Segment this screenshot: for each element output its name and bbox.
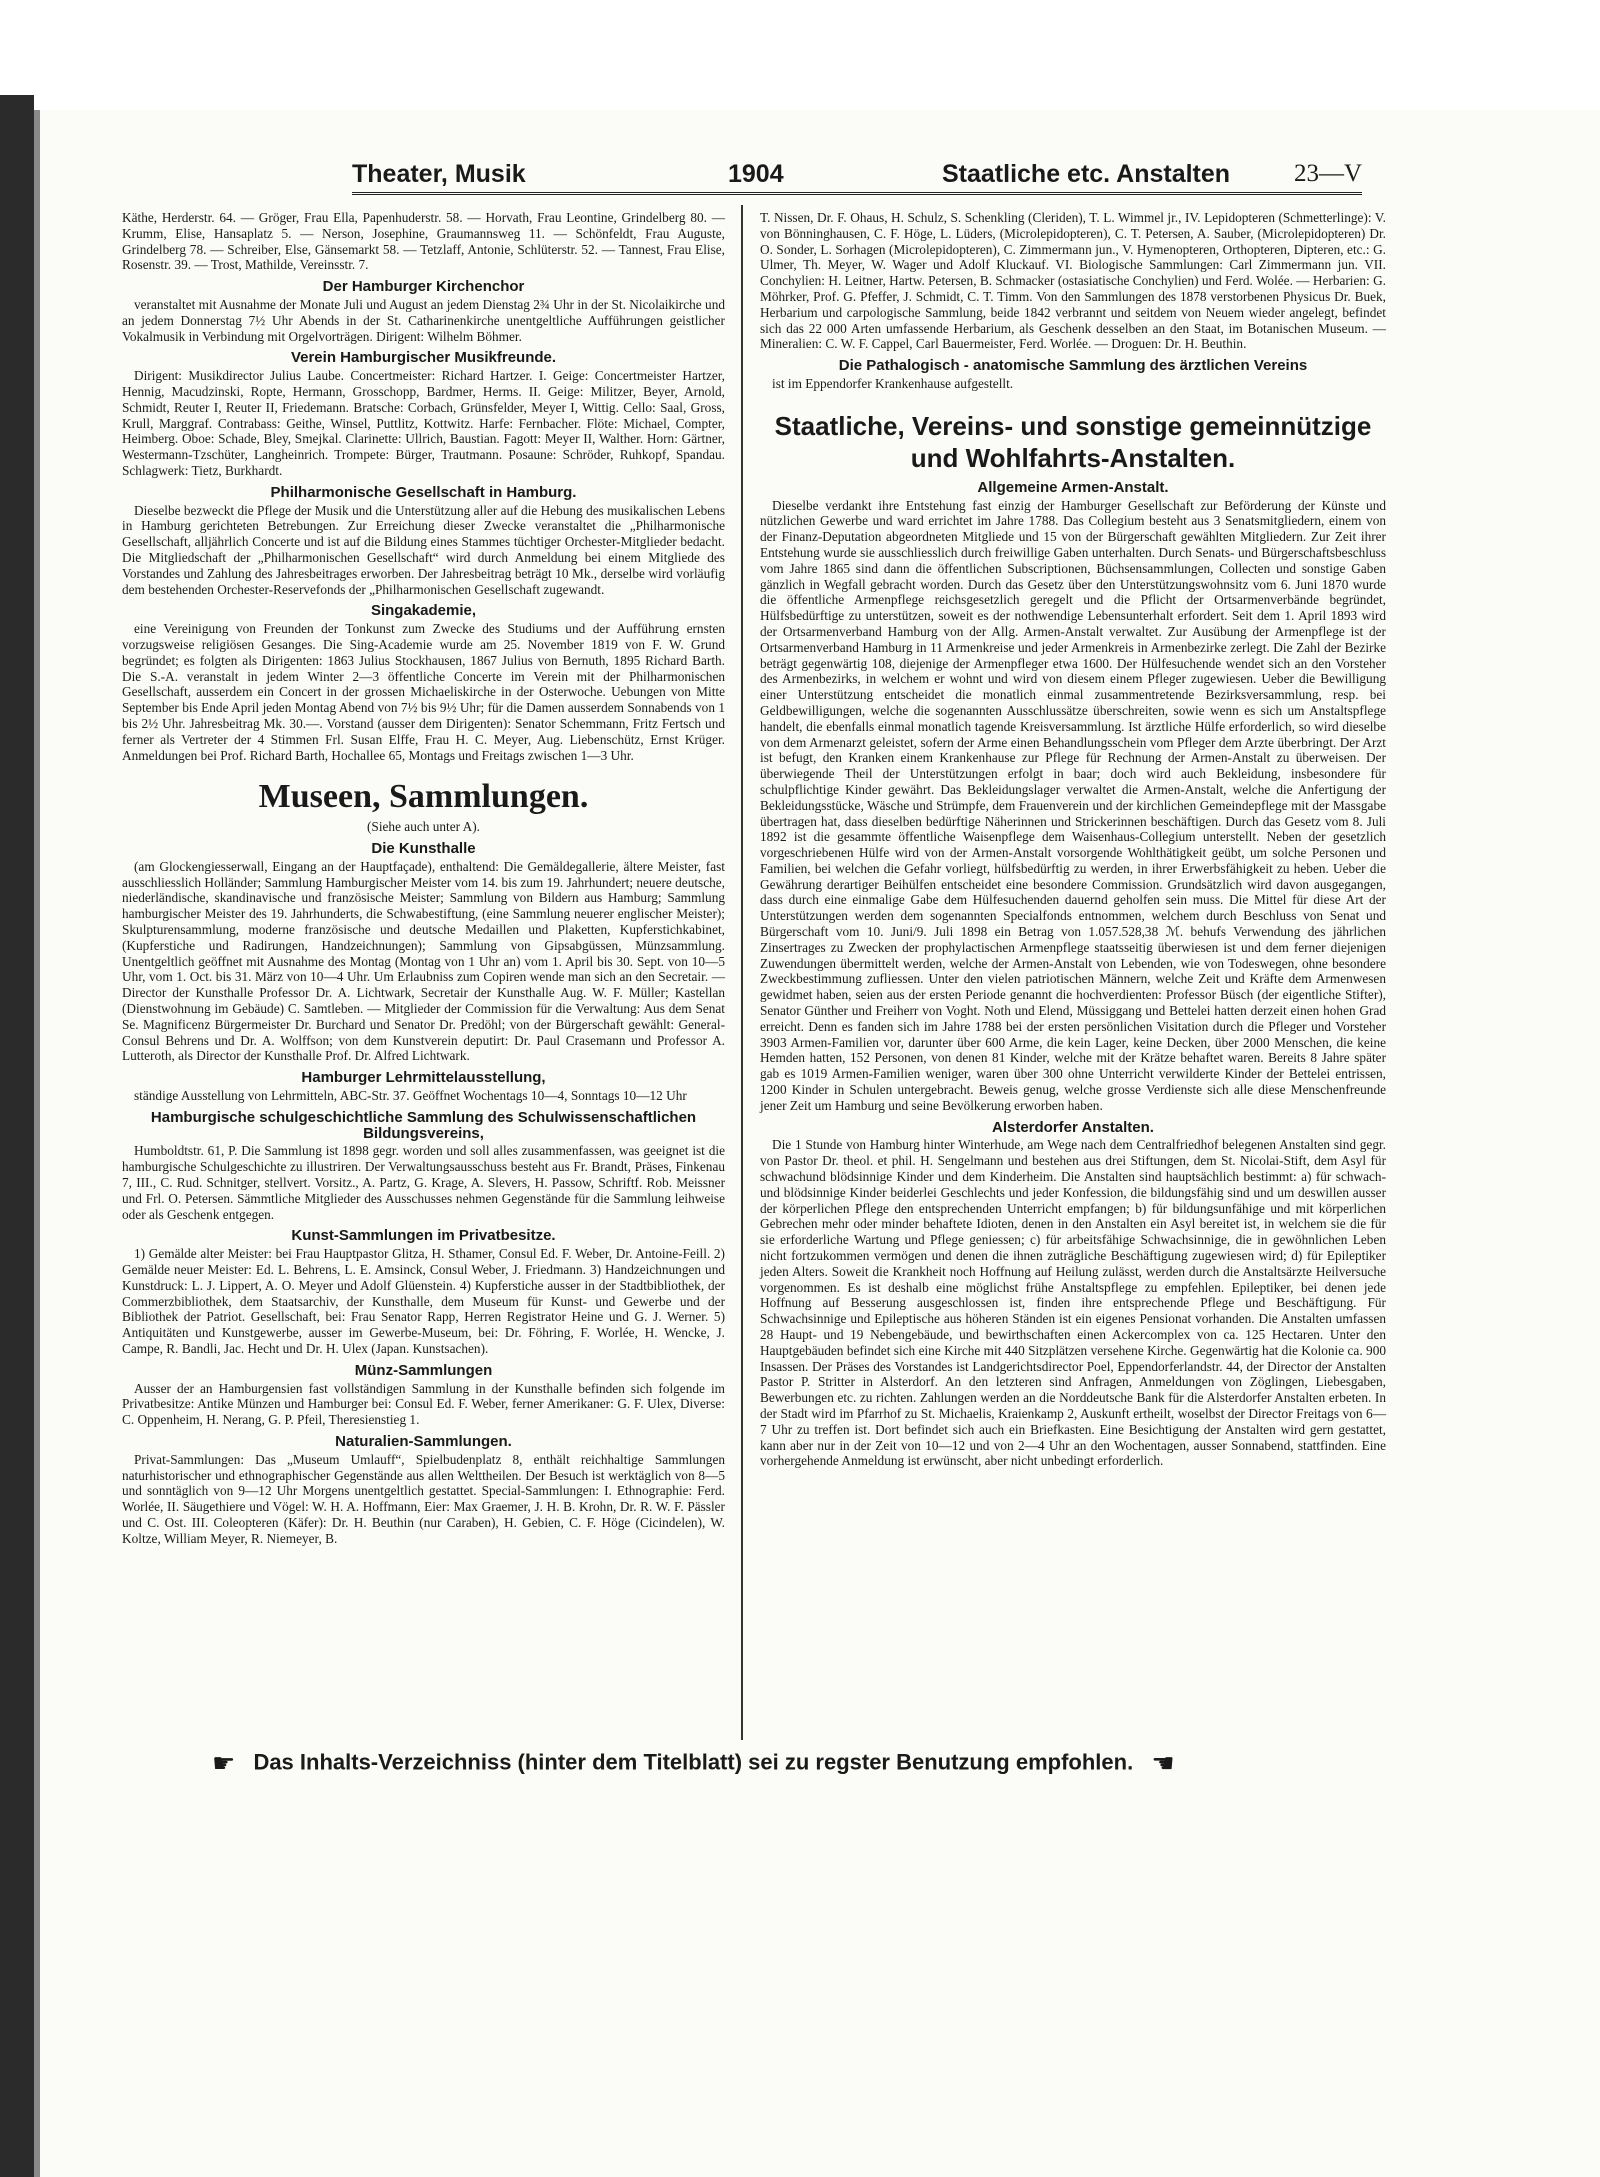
intro-paragraph: Käthe, Herderstr. 64. — Gröger, Frau Ella, Papenhuderstr. 58. — Horvath, Frau Leontine, Grindelberg 80. — Krumm, Elise, Hansaplatz 5. — Nerson, Josephine, Graumannsweg 11. — Schönfeldt, Frau Auguste, Grindelberg 78. — Schreiber, Else, Gänsemarkt 58. — Tetzlaff, Antonie, Schlüterstr. 52. — Tannest, Frau Elise, Rosenstr. 39. — Trost, Mathilde, Vereinsstr. 7.: [122, 210, 725, 273]
section-title: Alsterdorfer Anstalten.: [992, 1118, 1154, 1136]
section-text: Die 1 Stunde von Hamburg hinter Winterhude, am Wege nach dem Centralfriedhof belegenen Anstalten sind gegr. von Pastor Dr. theol. et phil. H. Sengelmann und bestehen aus drei Stiftungen, dem St. Nicolai-Stift, dem Asyl für schwachund blödsinnige Kinder und dem Kinderheim. Die Anstalten sind hauptsächlich bestimmt: a) für schwach- und blödsinnige Kinder beiderlei Geschlechts und jeder Konfession, die bildungsfähig sind und um deswillen ausser der körperlichen Pflege den entsprechenden Unterricht empfangen; b) für bildungsunfähige und mit körperlichen Gebrechen mehr oder minder behaftete Idioten, denen in den Anstalten ein Asyl bereitet ist, in welchem sie die für sie erforderliche Wartung und Pflege geniessen; c) für arbeitsfähige Schwachsinnige, die in gewöhnlichen Leben nicht fortzukommen vermögen und denen die ihnen zuträgliche Beschäftigung zugewiesen wird; d) für Epileptiker jeden Alters. Soweit die Krankheit noch Hoffnung auf Heilung zulässt, werden durch die Anstaltsärzte Heilversuche vorgenommen. Es ist deshalb eine möglichst frühe Anstaltspflege zu empfehlen. Epileptiker, bei denen jede Hoffnung auf Besserung ausgeschlossen ist, finden ihre entsprechende Pflege und Beschäftigung. Für Schwachsinnige und Epileptische aus höheren Ständen ist ein eigenes Pensionat vorhanden. Die Anstalten umfassen 28 Haupt- und 19 Nebengebäude, und bewirthschaften einen Ackercomplex von ca. 125 Hectaren. Unter den Hauptgebäuden befindet sich eine Kirche mit 440 Sitzplätzen versehene Kirche. Gegenwärtig hat die Kolonie ca. 900 Insassen. Der Präses des Vorstandes ist Landgerichtsdirector Poel, Eppendorferlandstr. 44, der Director der Anstalten Pastor P. Stritter in Alsterdorf. An den letzteren sind Anfragen, Anmeldungen von Zöglingen, Liebesgaben, Bewerbungen etc. zu richten. Zahlungen werden an die Norddeutsche Bank für die Alsterdorfer Anstalten erbeten. In der Stadt wird im Pfarrhof zu St. Michaelis, Kraienkamp 2, Auskunft ertheilt, woselbst der Director Freitags von 6—7 Uhr zu treffen ist. Dort befindet sich auch ein Briefkasten. Eine Besichtigung der Anstalten wird gern gestattet, kann aber nur in der Zeit von 10—12 und von 2—4 Uhr an den Wochentagen, ausser Sonnabend, stattfinden. Eine vorhergehende Anmeldung ist erwünscht, aber nicht unbedingt erforderlich.: [760, 1137, 1386, 1469]
section-title: Der Hamburger Kirchenchor: [322, 278, 525, 296]
section-text: (am Glockengiesserwall, Eingang an der Hauptfaçade), enthaltend: Die Gemäldegallerie, ältere Meister, fast ausschliesslich Holländer; Sammlung Hamburgischer Meister vom 14. bis zum 19. Jahrhundert; neuere deutsche, niederländische, skandinavische und französische Meister; Sammlung von Bildern aus Hamburg; Sammlung hamburgischer Meister des 19. Jahrhunderts, die Schwabestiftung, (eine Sammlung neuerer englischer Meister); Skulpturensammlung, moderne französische und deutsche Medaillen und Plaketten, Kupferstichkabinet, (Kupferstiche und Radirungen, Handzeichnungen); Sammlung von Gipsabgüssen, Münzsammlung. Unentgeltlich geöffnet mit Ausnahme des Montag (Montag von 1 Uhr an) vom 1. April bis 30. Sept. von 10—5 Uhr, vom 1. Oct. bis 31. März von 10—4 Uhr. Um Erlaubniss zum Copiren wende man sich an den Secretair. — Director der Kunsthalle Professor Dr. A. Lichtwark, Secretair der Kunsthalle Aug. W. F. Müller; Kastellan (Dienstwohnung im Gebäude) C. Samtleben. — Mitglieder der Commission für die Verwaltung: Aus dem Senat Se. Magnificenz Bürgermeister Dr. Burchard und Senator Dr. Predöhl; von der Bürgerschaft gewählt: General-Consul Behrens und Dr. A. Wolffson; von dem Kunstverein deputirt: Dr. Paul Crasemann und Professor A. Lutteroth, als Director der Kunsthalle Prof. Dr. Alfred Lichtwark.: [122, 858, 725, 1064]
chapter-title: Museen, Sammlungen.: [258, 778, 589, 816]
section-text: ständige Ausstellung von Lehrmitteln, ABC-Str. 37. Geöffnet Wochentags 10—4, Sonntags 10—12 Uhr: [134, 1088, 687, 1104]
section-text: Humboldtstr. 61, P. Die Sammlung ist 1898 gegr. worden und soll alles zusammenfassen, was geeignet ist die hamburgische Schulgeschichte zu illustriren. Der Verwaltungsausschuss besteht aus Fr. Brandt, Präses, Finkenau 7, III., C. Rud. Schnitger, stellvert. Vorsitz., A. Partz, G. Krage, A. Slevers, H. Passow, Schriftf. Rob. Meissner und Frl. O. Petersen. Sämmtliche Mitglieder des Ausschusses nehmen Gegenstände für die Sammlung leihweise oder als Geschenk entgegen.: [122, 1143, 725, 1222]
section-title: Die Pathalogisch - anatomische Sammlung des ärztlichen Vereins: [838, 357, 1308, 375]
intro-paragraph: T. Nissen, Dr. F. Ohaus, H. Schulz, S. Schenkling (Cleriden), T. L. Wimmel jr., IV. Lepidopteren (Schmetterlinge): V. von Bönninghausen, C. F. Höge, L. Lüders, (Microlepidopteren), C. T. Petersen, A. Sauber, (Microlepidopteren) Dr. O. Sonder, L. Sorhagen (Microlepidopteren), C. Zimmermann jun., V. Hymenopteren, Orthopteren, Dipteren, etc.: G. Ulmer, Th. Meyer, W. Wager und Adolf Kluckauf. VI. Biologische Sammlungen: Carl Zimmermann jun. VII. Conchylien: H. Leitner, Hartw. Petersen, B. Schmacker (ostasiatische Conchylien) und Ferd. Wolée. — Herbarien: G. Möhrker, Prof. G. Pfeffer, J. Schmidt, C. T. Timm. Von den Sammlungen des 1878 verstorbenen Physicus Dr. Buek, Herbarium und carpologische Sammlung, beide 1842 verbrannt und seitdem von Neuem wieder angelegt, befindet sich das 22 000 Arten umfassende Herbarium, als Geschenk desselben an den Staat, im Botanischen Museum. — Mineralien: C. W. F. Cappel, Carl Bauermeister, Ferd. Worlée. — Droguen: Dr. H. Beuthin.: [760, 210, 1386, 352]
section-title: Kunst-Sammlungen im Privatbesitze.: [291, 1227, 556, 1245]
section-text: Dirigent: Musikdirector Julius Laube. Concertmeister: Richard Hartzer. I. Geige: Concertmeister Hartzer, Hennig, Macudzinski, Ropte, Hermann, Grosschopp, Bardmer, Herms. II. Geige: Militzer, Beyer, Arnold, Schmidt, Reuter I, Reuter II, Friedemann. Bratsche: Corbach, Grünsfelder, Meyer I, Wittig. Cello: Saal, Gross, Krull, Marggraf. Contrabass: Geithe, Winsel, Puttlitz, Kottwitz. Harfe: Fernbacher. Flöte: Michael, Compter, Heimberg. Oboe: Schade, Bley, Smejkal. Clarinette: Ullrich, Baustian. Fagott: Meyer II, Walther. Horn: Gärtner, Westermann-Tzschüter, Langheinrich. Trompete: Bürger, Trautmann. Posaune: Schröder, Ruhkopf, Spandau. Schlagwerk: Tietz, Burkhardt.: [122, 368, 725, 478]
pointing-hand-right-icon: ☛: [212, 1748, 236, 1778]
running-header: [352, 158, 1362, 195]
section-title: Allgemeine Armen-Anstalt.: [977, 478, 1169, 496]
section-title: Philharmonische Gesellschaft in Hamburg.: [270, 483, 577, 501]
page-number: 23—V: [1293, 160, 1362, 187]
header-left: Theater, Musik: [352, 160, 526, 188]
section-text: Dieselbe verdankt ihre Entstehung fast einzig der Hamburger Gesellschaft zur Beförderung der Künste und nützlichen Gewerbe und ward errichtet im Jahre 1788. Das Collegium besteht aus 3 Senatsmitgliedern, einem von der Finanz-Deputation abgeordneten Mitgliede und 15 von der Bürgerschaft gewählten Mitgliedern. Zur Zeit ihrer Entstehung wurde sie ausschliesslich durch freiwillige Gaben unterhalten. Durch Senats- und Bürgerschaftsbeschluss vom Jahre 1865 sind dann die öffentlichen Subscriptionen, Büchsensammlungen, Collecten und sonstige Gaben gänzlich in Wegfall gebracht worden. Durch das Gesetz über den Unterstützungswohnsitz vom 6. Juni 1870 wurde die öffentliche Armenpflege reichsgesetzlich geregelt und die Pflicht der Ortsarmenverbände begründet, Hülfsbedürftige zu unterstützen, soweit es der nothwendige Lebensunterhalt erfordert. Seit dem 1. April 1893 wird der Ortsarmenverband Hamburg von der Allg. Armen-Anstalt verwaltet. Zur Ausübung der Armenpflege ist der Ortsarmenverband Hamburg in 11 Armenkreise und jeder Armenkreis in Armenbezirke zerlegt. Die Zahl der Bezirke beträgt gegenwärtig 108, diejenige der Armenpfleger etwa 1600. Der Hülfesuchende wendet sich an den Vorsteher des Armenbezirks, in welchem er wohnt und wird von diesem einem Pfleger zugewiesen. Ueber die Bewilligung einer Unterstützung entscheidet die monatlich einmal zusammentretende Bezirksversammlung, resp. bei Geldbewilligungen, welche die sogenannten Ausschlussätze überschreiten, sowie wenn es sich um Anstaltspflege handelt, die ebenfalls einmal monatlich tagende Kreisversammlung. Ist ärztliche Hülfe erforderlich, so wird dieselbe von dem Armenarzt geleistet, sofern der Arme einen Behandlungsschein vom Pfleger dem Arzte überbringt. Der Arzt ist befugt, den Kranken einem Krankenhause zur Pflege für Rechnung der Armen-Anstalt zu überweisen. Der überwiegende Theil der Unterstützungen erfolgt in baar; doch wird auch Bekleidung, insbesondere für schulpflichtige Kinder gewährt. Das Bekleidungslager verwaltet die Armen-Anstalt, welche die Anfertigung der Bekleidungsstücke, Wäsche und Strümpfe, dem Frauenverein und der kirchlichen Gemeindepflege mit der Massgabe übertragen hat, dass dieselben bedürftige Näherinnen und Strickerinnen beschäftigen. Durch das Gesetz vom 8. Juli 1892 ist die gesammte öffentliche Waisenpflege dem Waisenhaus-Collegium unterstellt. Neben der gesetzlich vorgeschriebenen Hülfe wird von der Armen-Anstalt vorsorgende Wohlthätigkeit geübt, um solche Personen und Familien, bei welchen die Gefahr vorliegt, hülfsbedürftig zu werden, in ihrer Erwerbsfähigkeit zu heben. Ueber die Gewährung derartiger Beihülfen entscheidet eine besondere Commission. Grundsätzlich wird davon ausgegangen, dass durch eine einmalige Gabe dem Hülfesuchenden dauernd geholfen sein muss. Die Mittel für diese Art der Unterstützungen werden dem sogenannten Specialfonds entnommen, welchem durch Beschluss von Senat und Bürgerschaft vom 10. Juni/9. Juli 1898 ein Betrag von 1.057.528,38 ℳ. behufs Verwendung des jährlichen Zinsertrages zu Zwecken der prophylactischen Armenpflege staatsseitig überwiesen ist und dem ferner diejenigen Zuwendungen übermittelt werden, welche der Armen-Anstalt von Lebenden, wie von Todeswegen, ohne besondere Zweckbestimmung zufliessen. Unter den vielen patriotischen Männern, welche Zeit und Kräfte dem Armenwesen gewidmet haben, seien aus der ersten Periode genannt die hochverdienten: Professor Büsch (der eigentliche Stifter), Senator Günther und Freiherr von Voght. Noth und Elend, Müssiggang und Bettelei hatten derzeit einen hohen Grad erreicht. Denn es fanden sich im Jahre 1788 bei der ersten persönlichen Visitation durch die Pfleger und Vorsteher 3903 Armen-Familien vor, darunter über 600 Arme, die kein Lager, keine Decken, über 2000 Menschen, die keine Hemden hatten, 152 Personen, von denen 81 Kinder, welche mit der Krätze behaftet waren. Bereits 8 Jahre später gab es 1019 Armen-Familien weniger, waren über 300 ohne Unterricht verwilderte Kinder der Bettelei entrissen, 1200 Kinder in Schulen untergebracht. Beweis genug, welche grosse Verdienste sich alle diese Menschenfreunde jener Zeit um Hamburg und seine Bevölkerung erworben haben.: [760, 497, 1386, 1113]
section-text: Ausser der an Hamburgensien fast vollständigen Sammlung in der Kunsthalle befinden sich folgende im Privatbesitze: Antike Münzen und Hamburger bei: Consul Ed. F. Weber, ferner Amerikaner: G. F. Ulex, Diverse: C. Oppenheim, H. Nerang, G. P. Pfeil, Theresienstieg 1.: [122, 1380, 725, 1428]
section-text: Dieselbe bezweckt die Pflege der Musik und die Unterstützung aller auf die Hebung des musikalischen Lebens in Hamburg gerichteten Betrebungen. Zur Erreichung dieser Zwecke veranstaltet die „Philharmonische Gesellschaft, alljährlich Concerte und ist auf die Bildung eines Stammes tüchtiger Orchester-Mitglieder bedacht. Die Mitgliedschaft der „Philharmonischen Gesellschaft“ wird durch Anmeldung bei einem Mitgliede des Vorstandes und Zahlung des Jahresbeitrages erworben. Der Jahresbeitrag beträgt 10 Mk., derselbe wird vorläufig dem bestehenden Orchester-Reservefonds der „Philharmonischen Gesellschaft zugewandt.: [122, 502, 725, 597]
right-column: [760, 210, 1386, 1469]
section-title: Münz-Sammlungen: [354, 1361, 493, 1379]
chapter-title: Staatliche, Vereins- und sonstige gemeinnützige und Wohlfahrts-Anstalten.: [774, 410, 1372, 473]
scan-binding-edge: [0, 95, 34, 2177]
section-text: eine Vereinigung von Freunden der Tonkunst zum Zwecke des Studiums und der Aufführung ernsten vorzugsweise religiösen Gesanges. Die Sing-Academie wurde am 25. November 1819 von F. W. Grund begründet; es folgten als Dirigenten: 1863 Julius Stockhausen, 1867 Julius von Bernuth, 1895 Richard Barth. Die S.-A. veranstalt in jedem Winter 2—3 öffentliche Concerte im Verein mit der Philharmonischen Gesellschaft, ausserdem ein Concert in der grossen Michaeliskirche in der Osterwoche. Uebungen von Mitte September bis Ende April jeden Montag Abend von 7½ bis 9½ Uhr; für die Damen ausserdem Sonnabends von 1 bis 2½ Uhr. Jahresbeitrag Mk. 30.—. Vorstand (ausser dem Dirigenten): Senator Schemmann, Fritz Fertsch und ferner als Vertreter der 4 Stimmen Frl. Susan Elffe, Frau H. C. Meyer, Aug. Liebenschütz, Ernst Krüger. Anmeldungen bei Prof. Richard Barth, Hochallee 65, Montags und Freitags zwischen 1—3 Uhr.: [122, 621, 725, 763]
left-column: [122, 210, 725, 1547]
section-text: veranstaltet mit Ausnahme der Monate Juli und August an jedem Dienstag 2¾ Uhr in der St. Nicolaikirche und an jedem Donnerstag 7½ Uhr Abends in der St. Catharinenkirche unentgeltliche Aufführungen geistlicher Vokalmusik in Verbindung mit Orgelvorträgen. Dirigent: Wilhelm Böhmer.: [122, 296, 725, 344]
section-title: Die Kunsthalle: [371, 840, 476, 858]
section-title: Naturalien-Sammlungen.: [335, 1432, 512, 1450]
section-title: Singakademie,: [370, 602, 477, 620]
section-title: Hamburgische schulgeschichtliche Sammlung des Schulwissenschaftlichen Bildungsvereins,: [150, 1108, 697, 1142]
header-right: Staatliche etc. Anstalten: [942, 160, 1231, 188]
footer-notice: [200, 1748, 1400, 1778]
section-title: Hamburger Lehrmittelausstellung,: [301, 1069, 546, 1087]
pointing-hand-left-icon: ☚: [1151, 1748, 1175, 1778]
header-year: 1904: [728, 160, 784, 188]
section-text: Privat-Sammlungen: Das „Museum Umlauff“, Spielbudenplatz 8, enthält reichhaltige Sammlungen naturhistorischer und ethnographischer Gegenstände aus allen Welttheilen. Der Besuch ist werktäglich von 8—5 und sonntäglich von 9—12 Uhr Morgens unentgeltlich gestattet. Special-Sammlungen: I. Ethnographie: Ferd. Worlée, II. Säugethiere und Vögel: W. H. A. Hoffmann, Eier: Max Graemer, J. H. B. Krohn, Dr. R. W. F. Pässler und C. Ost. III. Coleopteren (Käfer): Dr. H. Beuthin (nur Caraben), H. Gebien, C. F. Höge (Cicindelen), W. Koltze, William Meyer, R. Niemeyer, B.: [122, 1451, 725, 1546]
section-text: 1) Gemälde alter Meister: bei Frau Hauptpastor Glitza, H. Sthamer, Consul Ed. F. Weber, Dr. Antoine-Feill. 2) Gemälde neuer Meister: Ed. L. Behrens, L. E. Amsinck, Consul Weber, J. Friedmann. 3) Handzeichnungen und Kunstdruck: L. J. Lippert, A. O. Meyer und Adolf Glüenstein. 4) Kupferstiche ausser in der Stadtbibliothek, der Commerzbibliothek, dem Staatsarchiv, der Kunsthalle, dem Museum für Kunst- und Gewerbe und der Bibliothek der Patriot. Gesellschaft, bei: Frau Senator Rapp, Herren Registrator Heine und G. J. Werner. 5) Antiquitäten und Kunstgewerbe, ausser im Gewerbe-Museum, bei: Dr. Föhring, F. Worlée, H. Wencke, J. Campe, R. Bandli, Jac. Hecht und Dr. H. Ulex (Japan. Kunstsachen).: [122, 1246, 725, 1356]
chapter-subtitle: (Siehe auch unter A).: [367, 819, 480, 835]
footer-text: Das Inhalts-Verzeichniss (hinter dem Titelblatt) sei zu regster Benutzung empfohlen.: [253, 1749, 1134, 1775]
section-text: ist im Eppendorfer Krankenhause aufgestellt.: [772, 375, 1014, 391]
column-divider: [741, 205, 743, 1740]
section-title: Verein Hamburgischer Musikfreunde.: [290, 349, 557, 367]
